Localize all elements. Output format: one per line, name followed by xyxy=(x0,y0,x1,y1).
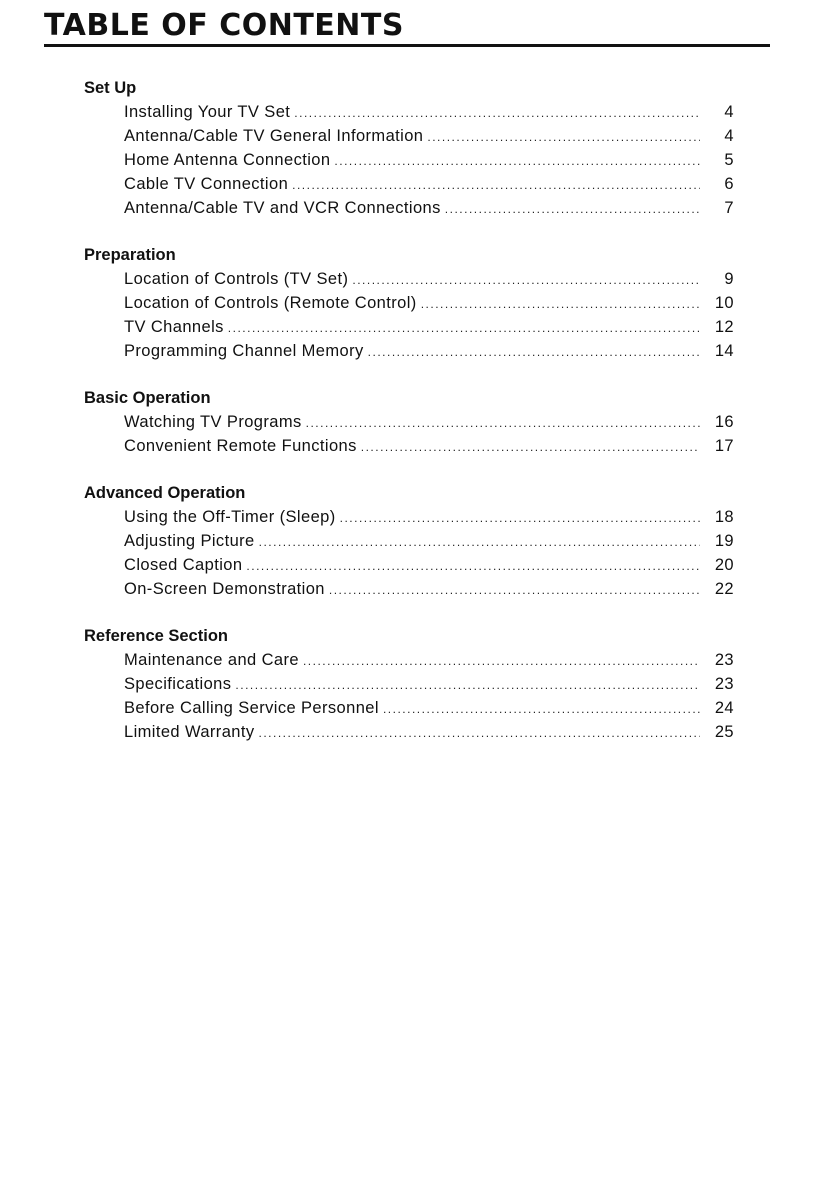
toc-section xyxy=(84,386,734,458)
page-number: 23 xyxy=(714,651,734,669)
page-number: 18 xyxy=(714,508,734,526)
entry-label: Antenna/Cable TV and VCR Connections xyxy=(124,199,441,217)
toc-entry xyxy=(84,529,734,553)
dot-leader xyxy=(259,530,700,554)
dot-leader xyxy=(427,125,700,149)
title-rule xyxy=(44,44,770,47)
toc-section xyxy=(84,76,734,220)
toc-section xyxy=(84,481,734,601)
dot-leader xyxy=(246,554,700,578)
entry-label: Location of Controls (TV Set) xyxy=(124,270,349,288)
dot-leader xyxy=(303,649,700,673)
page-number: 4 xyxy=(724,103,734,121)
page-number: 16 xyxy=(714,413,734,431)
entry-label: On-Screen Demonstration xyxy=(124,580,325,598)
page-number: 5 xyxy=(724,151,734,169)
toc-entry xyxy=(84,315,734,339)
page-number: 12 xyxy=(714,318,734,336)
entry-label: Limited Warranty xyxy=(124,723,255,741)
toc-entry xyxy=(84,505,734,529)
page-number: 19 xyxy=(714,532,734,550)
toc-entry xyxy=(84,148,734,172)
entry-label: Adjusting Picture xyxy=(124,532,255,550)
dot-leader xyxy=(383,697,700,721)
entry-label: Before Calling Service Personnel xyxy=(124,699,379,717)
page-number: 23 xyxy=(714,675,734,693)
entry-label: Maintenance and Care xyxy=(124,651,299,669)
entry-label: Specifications xyxy=(124,675,232,693)
page-number: 22 xyxy=(714,580,734,598)
toc-section xyxy=(84,243,734,363)
page-number: 4 xyxy=(724,127,734,145)
section-title: Basic Operation xyxy=(84,389,211,407)
dot-leader xyxy=(228,316,700,340)
entry-label: Antenna/Cable TV General Information xyxy=(124,127,424,145)
dot-leader xyxy=(445,197,700,221)
toc-entry xyxy=(84,577,734,601)
dot-leader xyxy=(292,173,700,197)
toc-entry xyxy=(84,672,734,696)
page-number: 17 xyxy=(714,437,734,455)
dot-leader xyxy=(306,411,700,435)
dot-leader xyxy=(294,101,700,125)
page-number: 14 xyxy=(714,342,734,360)
page-number: 7 xyxy=(724,199,734,217)
entry-label: Using the Off-Timer (Sleep) xyxy=(124,508,336,526)
page-number: 20 xyxy=(714,556,734,574)
section-title: Reference Section xyxy=(84,627,228,645)
dot-leader xyxy=(235,673,700,697)
toc-entry xyxy=(84,172,734,196)
entry-label: Location of Controls (Remote Control) xyxy=(124,294,417,312)
dot-leader xyxy=(368,340,700,364)
toc-entry xyxy=(84,100,734,124)
section-title: Set Up xyxy=(84,79,137,97)
entry-label: TV Channels xyxy=(124,318,224,336)
toc-entry xyxy=(84,291,734,315)
dot-leader xyxy=(340,506,700,530)
dot-leader xyxy=(352,268,700,292)
entry-label: Programming Channel Memory xyxy=(124,342,364,360)
entry-label: Watching TV Programs xyxy=(124,413,302,431)
section-title: Preparation xyxy=(84,246,176,264)
entry-label: Convenient Remote Functions xyxy=(124,437,357,455)
toc-entry xyxy=(84,410,734,434)
toc-entry xyxy=(84,339,734,363)
dot-leader xyxy=(334,149,700,173)
toc-section xyxy=(84,624,734,744)
toc-entry xyxy=(84,124,734,148)
entry-label: Cable TV Connection xyxy=(124,175,289,193)
entry-label: Home Antenna Connection xyxy=(124,151,331,169)
page-number: 6 xyxy=(724,175,734,193)
toc-entry xyxy=(84,553,734,577)
toc-entry xyxy=(84,267,734,291)
toc-entry xyxy=(84,434,734,458)
page-number: 25 xyxy=(714,723,734,741)
toc-entry xyxy=(84,648,734,672)
toc-entry xyxy=(84,196,734,220)
section-title: Advanced Operation xyxy=(84,484,246,502)
toc-entry xyxy=(84,696,734,720)
page-number: 24 xyxy=(714,699,734,717)
page-number: 10 xyxy=(714,294,734,312)
page-title: TABLE OF CONTENTS xyxy=(44,8,404,43)
entry-label: Closed Caption xyxy=(124,556,243,574)
table-of-contents xyxy=(84,76,734,767)
toc-entry xyxy=(84,720,734,744)
dot-leader xyxy=(259,721,701,745)
page-number: 9 xyxy=(724,270,734,288)
dot-leader xyxy=(421,292,700,316)
dot-leader xyxy=(329,578,700,602)
dot-leader xyxy=(361,435,700,459)
entry-label: Installing Your TV Set xyxy=(124,103,291,121)
